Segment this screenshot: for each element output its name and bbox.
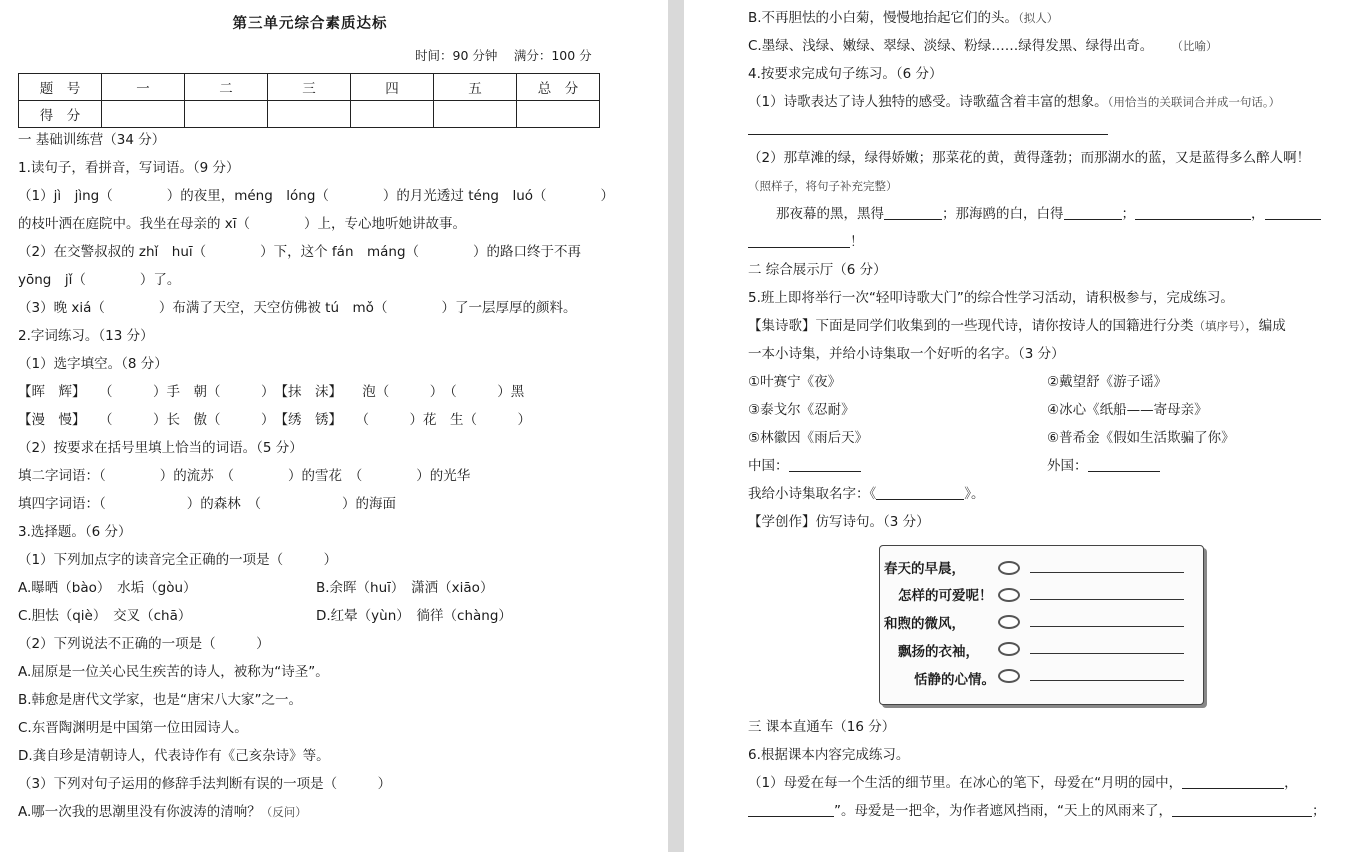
poem-line: 春天的早晨，: [884, 561, 965, 577]
table-cell: 一: [102, 74, 185, 101]
table-row: [19, 101, 600, 128]
table-cell: 四: [351, 74, 434, 101]
poem-item: ②戴望舒《游子谣》: [1047, 374, 1168, 390]
ring-icon: [998, 588, 1020, 602]
fill-sentence: [748, 233, 864, 251]
option-text: C.墨绿、浅绿、嫩绿、翠绿、淡绿、粉绿……绿得发黑、绿得出奇。: [748, 38, 1154, 54]
answer-blank[interactable]: [884, 205, 942, 220]
answer-blank[interactable]: [789, 457, 861, 472]
question-line: （1）选字填空。（8 分）: [18, 356, 168, 372]
question-line: （3）下列对句子运用的修辞手法判断有误的一项是（ ）: [18, 776, 392, 792]
answer-blank[interactable]: [876, 485, 964, 500]
table-cell[interactable]: [185, 101, 268, 128]
rhetoric-tag: （比喻）: [1177, 39, 1218, 53]
collection-name: [748, 485, 985, 503]
poem-line: 和煦的微风，: [884, 616, 965, 632]
answer-blank[interactable]: [1172, 802, 1312, 817]
question-text: ，编成: [1245, 318, 1286, 334]
sentence-text: ！: [850, 234, 864, 250]
option-text: B.不再胆怯的小白菊，慢慢地抬起它们的头。: [748, 10, 1019, 26]
poem-item: ⑤林徽因《雨后天》: [748, 430, 869, 446]
page-title: 第三单元综合素质达标: [232, 16, 388, 32]
rhetoric-tag: （拟人）: [1018, 11, 1059, 25]
exam-meta: 时间：90 分钟 满分：100 分: [415, 48, 592, 63]
table-cell: 二: [185, 74, 268, 101]
poem-item: ④冰心《纸船——寄母亲》: [1047, 402, 1208, 418]
poem-line: 怎样的可爱呢！: [898, 588, 993, 604]
answer-blank[interactable]: [748, 233, 850, 248]
right-page: [684, 0, 1361, 852]
answer-blank[interactable]: [1088, 457, 1160, 472]
option-a: A.曝晒（bào） 水垢（gòu）: [18, 580, 197, 596]
poem-line: 恬静的心情。: [914, 672, 995, 688]
question-line: 填二字词语：（ ）的流苏 （ ）的雪花 （ ）的光华: [18, 468, 471, 484]
question-line: 填四字词语：（ ）的森林 （ ）的海面: [18, 496, 396, 512]
rhetoric-tag: （反问）: [260, 805, 307, 819]
option-b: [748, 9, 1058, 27]
sentence-text: ，: [1251, 206, 1265, 222]
instruction-hint: （填序号）: [1193, 319, 1246, 333]
left-page: [0, 0, 668, 852]
ring-icon: [998, 615, 1020, 629]
sentence-text: ”。母爱是一把伞，为作者遮风挡雨，“天上的风雨来了，: [834, 803, 1172, 819]
instruction-hint: （照样子，将句子补充完整）: [748, 179, 898, 193]
question-5: 5.班上即将举行一次“轻叩诗歌大门”的综合性学习活动，请积极参与，完成练习。: [748, 290, 1234, 306]
table-cell: 五: [434, 74, 517, 101]
fill-sentence: （1）母爱在每一个生活的细节里。在冰心的笔下，母爱在“月明的园中， ，: [748, 775, 1298, 791]
china-group: [748, 457, 861, 475]
section-heading: 一 基础训练营（34 分）: [18, 132, 166, 148]
table-cell: 题 号: [19, 74, 102, 101]
poem-item: ⑥普希金《假如生活欺骗了你》: [1047, 430, 1235, 446]
sentence-text: ；那海鸥的白，白得: [942, 206, 1064, 222]
question-line: 【漫 慢】 （ ）长 傲（ ） 【绣 锈】 （ ）花 生（ ）: [18, 412, 531, 428]
option-b: B.余晖（huī） 潇洒（xiāo）: [316, 580, 494, 596]
answer-blank[interactable]: [1135, 205, 1251, 220]
table-cell: 三: [268, 74, 351, 101]
question-4: 4.按要求完成句子练习。（6 分）: [748, 66, 943, 82]
question-text: （1）诗歌表达了诗人独特的感受。诗歌蕴含着丰富的想象。: [748, 94, 1108, 110]
question-line: （2）那草滩的绿，绿得娇嫩；那菜花的黄，黄得蓬勃；而那湖水的蓝，又是蓝得多么醉人啊！: [748, 150, 1311, 166]
question-line: 的枝叶洒在庭院中。我坐在母亲的 xī（ ）上，专心地听她讲故事。: [18, 216, 467, 232]
option-a: [18, 803, 307, 821]
option-c: [748, 37, 1217, 55]
answer-line[interactable]: [1030, 653, 1184, 654]
page-gutter: [668, 0, 684, 852]
option-c: C.东晋陶渊明是中国第一位田园诗人。: [18, 720, 248, 736]
question-line: [748, 317, 1286, 335]
question-line: （2）按要求在括号里填上恰当的词语。（5 分）: [18, 440, 303, 456]
table-cell[interactable]: [517, 101, 600, 128]
ring-icon: [998, 561, 1020, 575]
question-6: 6.根据课本内容完成练习。: [748, 747, 910, 763]
create-heading: 【学创作】仿写诗句。（3 分）: [748, 514, 930, 530]
question-text: 【集诗歌】下面是同学们收集到的一些现代诗，请你按诗人的国籍进行分类: [748, 318, 1194, 334]
table-cell[interactable]: [102, 101, 185, 128]
sentence-text: ；: [1121, 206, 1135, 222]
question-line: （3）晚 xiá（ ）布满了天空，天空仿佛被 tú mǒ（ ）了一层厚厚的颜料。: [18, 300, 577, 316]
table-cell[interactable]: [268, 101, 351, 128]
table-cell: 总 分: [517, 74, 600, 101]
answer-line[interactable]: [1030, 680, 1184, 681]
sentence-text: （1）母爱在每一个生活的细节里。在冰心的笔下，母爱在“月明的园中，: [748, 775, 1183, 791]
table-cell: 得 分: [19, 101, 102, 128]
question-line: [748, 93, 1280, 111]
ring-icon: [998, 669, 1020, 683]
poem-line: 飘扬的衣袖，: [898, 644, 979, 660]
table-row: [19, 74, 600, 101]
answer-line[interactable]: [1030, 626, 1184, 627]
question-line: （1）下列加点字的读音完全正确的一项是（ ）: [18, 552, 338, 568]
sentence-text: 》。: [964, 486, 985, 502]
poem-item: ③泰戈尔《忍耐》: [748, 402, 855, 418]
foreign-group: [1047, 457, 1160, 475]
table-cell[interactable]: [434, 101, 517, 128]
group-label: 外国：: [1047, 458, 1088, 474]
option-d: D.红晕（yùn） 徜徉（chàng）: [316, 608, 512, 624]
option-b: B.韩愈是唐代文学家，也是“唐宋八大家”之一。: [18, 692, 303, 708]
question-line: （2）下列说法不正确的一项是（ ）: [18, 636, 270, 652]
answer-blank[interactable]: [1064, 205, 1122, 220]
option-d: D.龚自珍是清朝诗人，代表诗作有《己亥杂诗》等。: [18, 748, 330, 764]
answer-blank[interactable]: [748, 802, 834, 817]
question-line: （2）在交警叔叔的 zhǐ huī（ ）下，这个 fán máng（ ）的路口终于不再: [18, 244, 582, 260]
question-2: 2.字词练习。（13 分）: [18, 328, 154, 344]
table-cell[interactable]: [351, 101, 434, 128]
sentence-text: 我给小诗集取名字：《: [748, 486, 877, 502]
section-heading: 二 综合展示厅（6 分）: [748, 262, 887, 278]
question-line: 【晖 辉】 （ ）手 朝（ ） 【抹 沫】 泡（ ） （ ）黑: [18, 384, 525, 400]
option-a: A.屈原是一位关心民生疾苦的诗人，被称为“诗圣”。: [18, 664, 329, 680]
question-line: （1）jì jìng（ ）的夜里，méng lóng（ ）的月光透过 téng luó（ ）: [18, 188, 615, 204]
answer-line[interactable]: [1030, 599, 1184, 600]
question-line: yōng jǐ（ ）了。: [18, 272, 181, 288]
instruction-hint: （用恰当的关联词合并成一句话。）: [1107, 95, 1281, 109]
section-heading: 三 课本直通车（16 分）: [748, 719, 896, 735]
answer-blank[interactable]: [1182, 774, 1284, 789]
answer-line[interactable]: [1030, 572, 1184, 573]
fill-sentence: ”。母爱是一把伞，为作者遮风挡雨，“天上的风雨来了， ；: [748, 802, 1326, 820]
ring-icon: [998, 642, 1020, 656]
sentence-text: 那夜幕的黑，黑得: [776, 206, 884, 222]
option-c: C.胆怯（qiè） 交叉（chā）: [18, 608, 192, 624]
answer-line[interactable]: [748, 134, 1108, 135]
fill-sentence: [776, 205, 1321, 223]
question-1: 1.读句子，看拼音，写词语。（9 分）: [18, 160, 240, 176]
group-label: 中国：: [748, 458, 789, 474]
answer-blank[interactable]: [1265, 205, 1321, 220]
poem-item: ①叶赛宁《夜》: [748, 374, 842, 390]
notebook-illustration: [879, 545, 1204, 705]
score-table: [18, 73, 600, 128]
question-3: 3.选择题。（6 分）: [18, 524, 132, 540]
question-line: 一本小诗集，并给小诗集取一个好听的名字。（3 分）: [748, 346, 1065, 362]
option-text: A.哪一次我的思潮里没有你波涛的清响？: [18, 804, 261, 820]
